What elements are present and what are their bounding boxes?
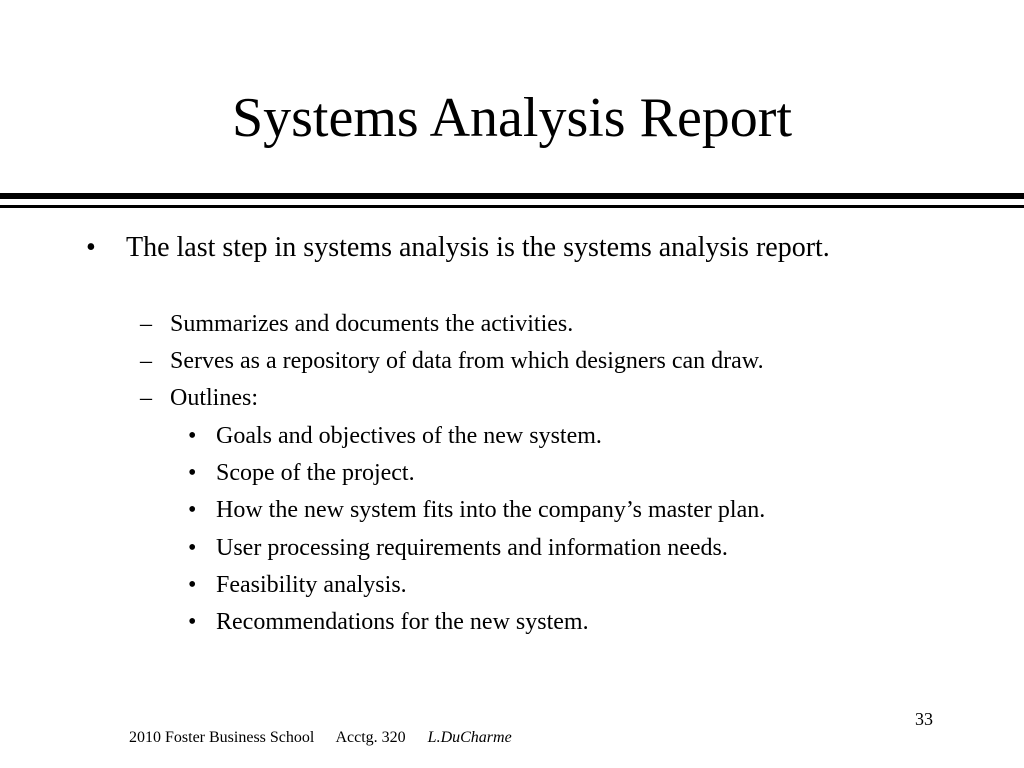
page-number: 33 [915,709,933,729]
title-divider-thin [0,205,1024,208]
main-bullet-text: The last step in systems analysis is the systems analysis report. [126,232,830,263]
outline-item [188,532,936,564]
bullet-marker: • [188,535,197,561]
bullet-marker: • [188,572,197,598]
outline-item [188,420,936,452]
dash-marker: – [140,311,152,337]
footer-author: L.DuCharme [427,729,512,746]
outline-item [188,457,936,489]
sub-point [140,308,930,340]
outline-item-text: Recommendations for the new system. [216,609,589,635]
footer-course: Acctg. 320 [335,729,406,746]
outline-item [188,569,936,601]
bullet-marker: • [188,423,197,449]
sub-point-text: Serves as a repository of data from which designers can draw. [170,348,764,374]
outline-item-text: User processing requirements and information needs. [216,535,728,561]
sub-point-text: Summarizes and documents the activities. [170,311,574,337]
bullet-marker: • [188,497,197,523]
title-divider-thick [0,193,1024,199]
slide-footer [129,728,512,748]
dash-marker: – [140,385,152,411]
outline-item [188,606,936,638]
footer-school: 2010 Foster Business School [129,729,315,746]
bullet-marker: • [86,232,96,263]
bullet-marker: • [188,460,197,486]
outline-item [188,494,936,526]
outline-item-text: Feasibility analysis. [216,572,407,598]
sub-point-text: Outlines: [170,385,258,411]
bullet-marker: • [188,609,197,635]
sub-point [140,382,930,414]
sub-point [140,345,930,377]
outline-item-text: Scope of the project. [216,460,415,486]
main-bullet [86,229,926,267]
dash-marker: – [140,348,152,374]
slide-title: Systems Analysis Report [231,87,793,149]
outline-item-text: Goals and objectives of the new system. [216,423,602,449]
outline-item-text: How the new system fits into the company’s master plan. [216,497,766,523]
